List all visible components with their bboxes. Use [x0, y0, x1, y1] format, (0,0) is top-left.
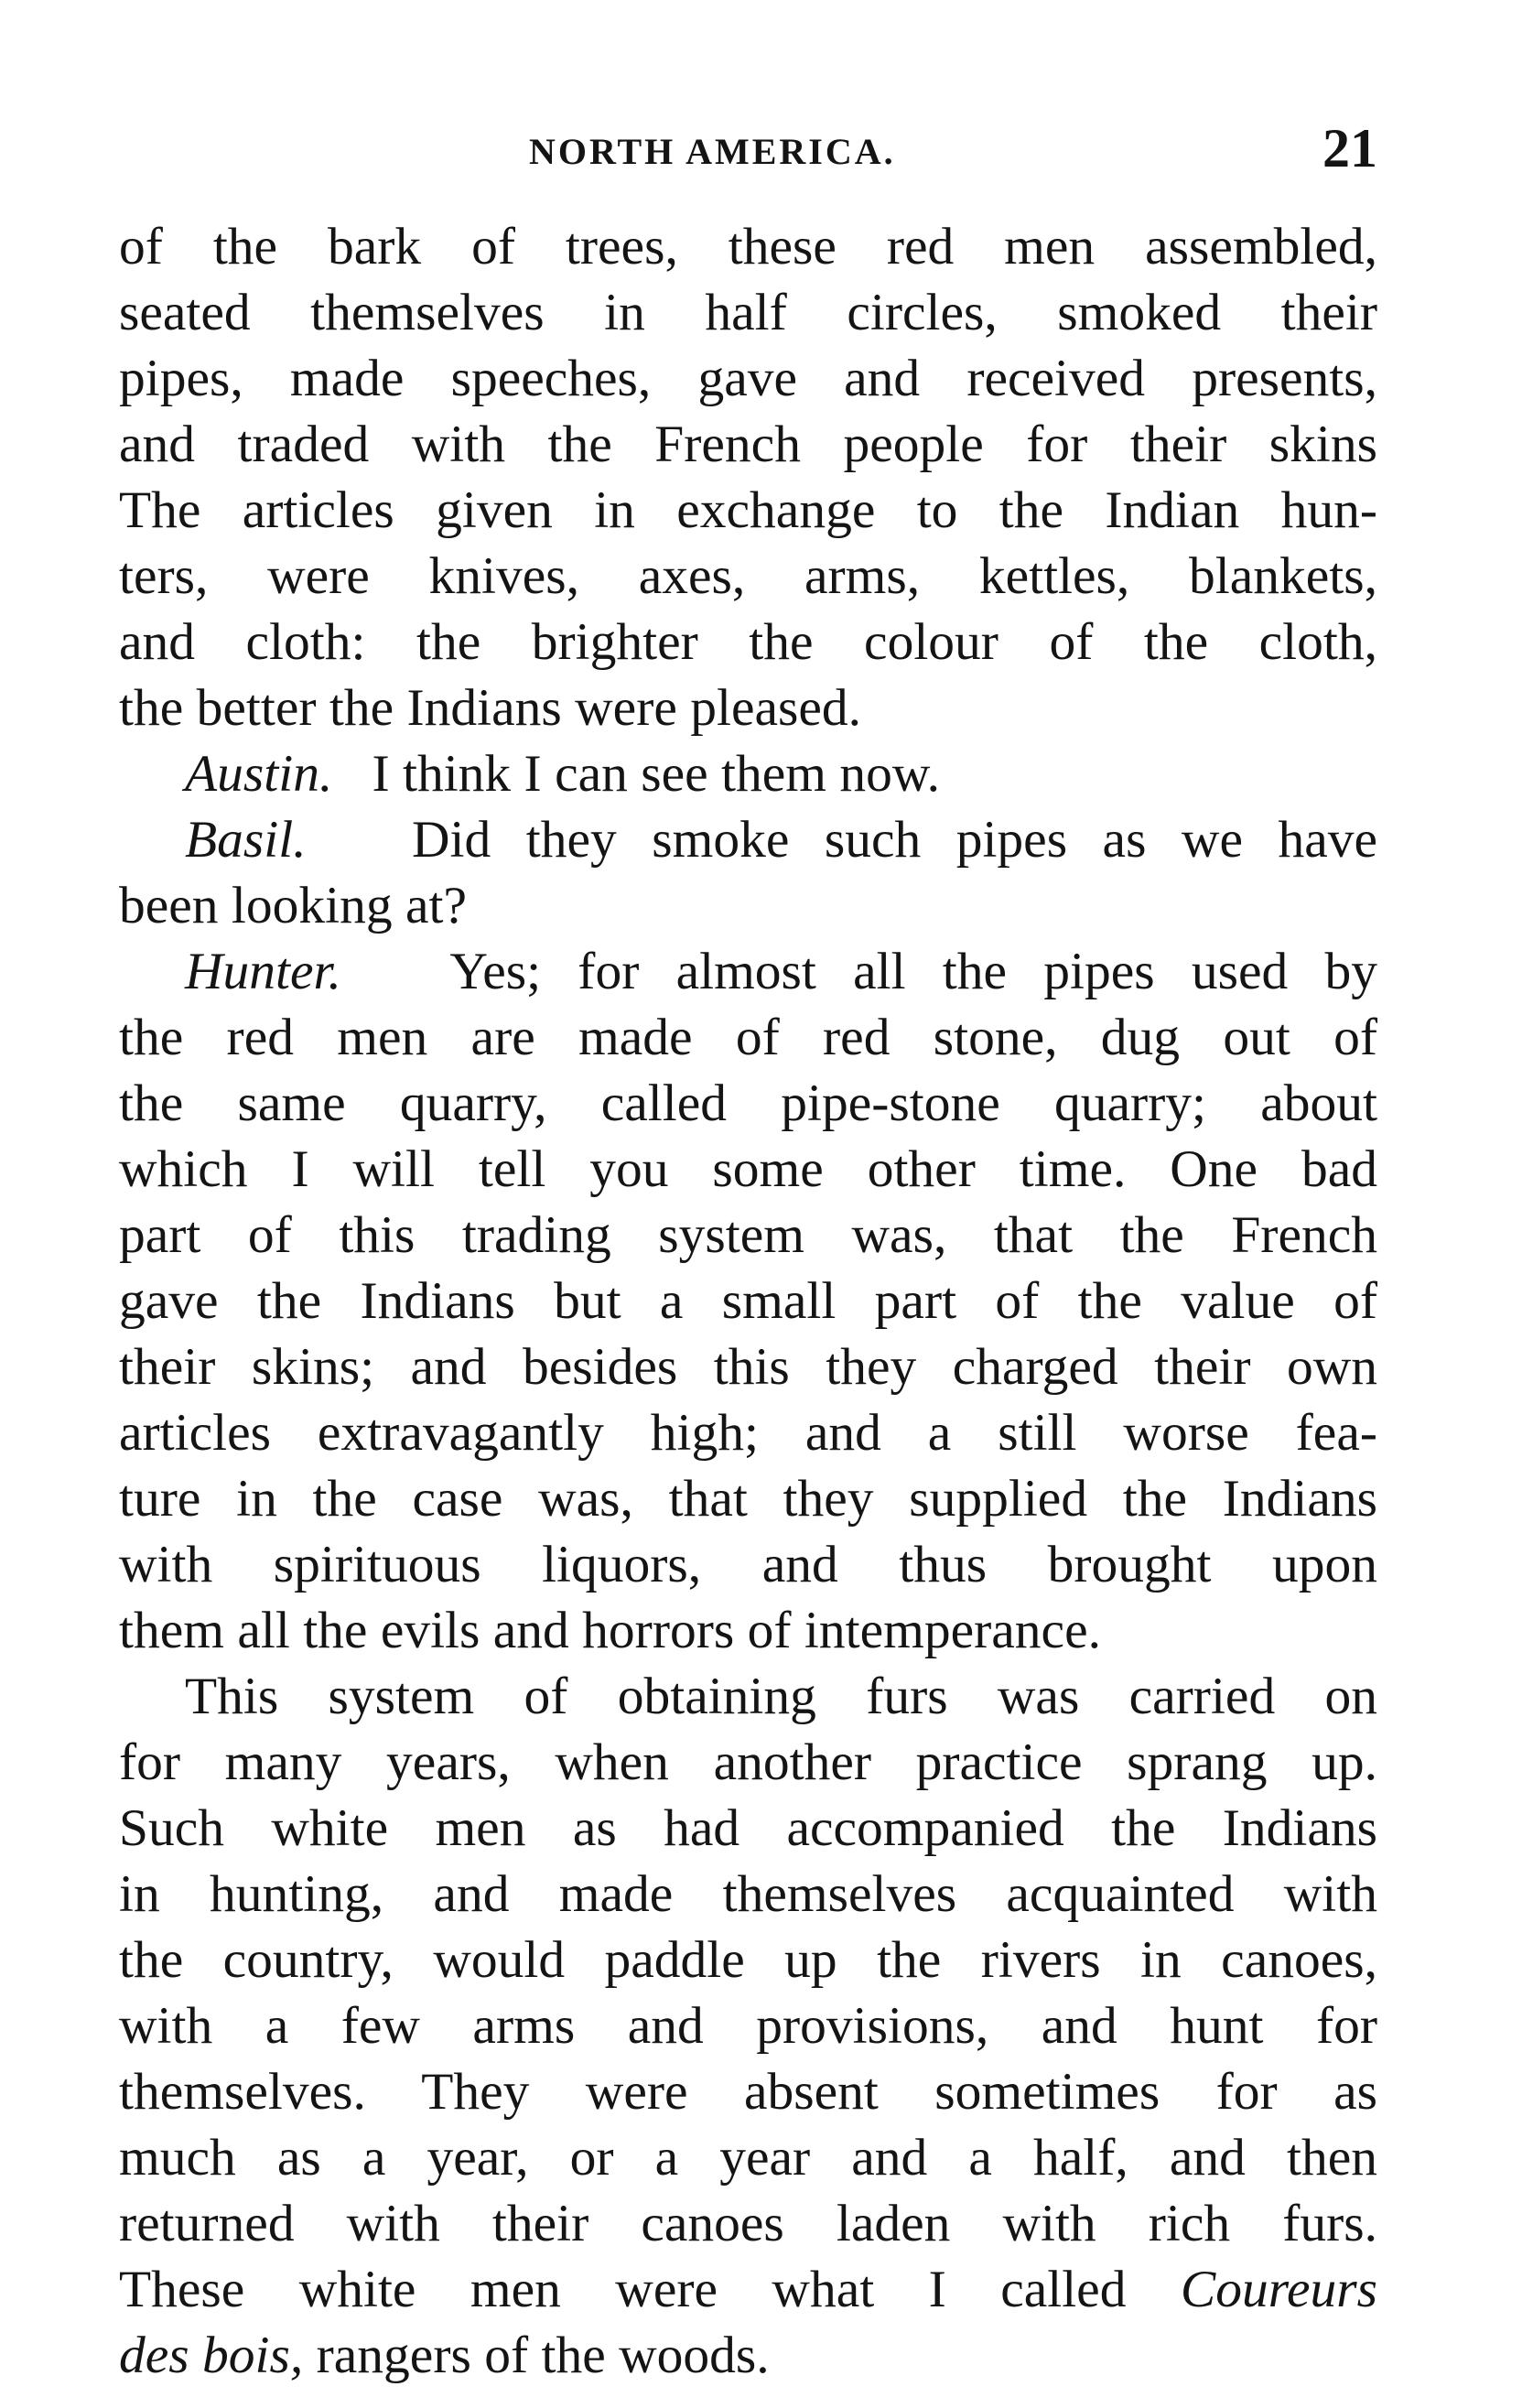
text-line: the country, would paddle up the rivers in canoes,: [119, 1931, 1377, 1989]
text-line: gave the Indians but a small part of the value of: [119, 1272, 1377, 1330]
dialogue-hunter: [119, 939, 1377, 1005]
text-line: much as a year, or a year and a half, and then: [119, 2129, 1377, 2187]
text-line: which I will tell you some other time. One bad: [119, 1140, 1377, 1198]
text-line: themselves. They were absent sometimes for as: [119, 2063, 1377, 2121]
text-line: part of this trading system was, that the French: [119, 1206, 1377, 1264]
speaker-name: Basil.: [185, 811, 307, 869]
text-line: Such white men as had accompanied the Indians: [119, 1799, 1377, 1857]
text-line: been looking at?: [119, 877, 468, 934]
text-line: with spirituous liquors, and thus brought upon: [119, 1536, 1377, 1593]
running-head: [119, 117, 1377, 181]
text-line: them all the evils and horrors of intemperance.: [119, 1602, 1101, 1659]
text-line: ture in the case was, that they supplied the Indians: [119, 1470, 1377, 1528]
text-line: of the bark of trees, these red men assembled,: [119, 218, 1377, 275]
text-line: their skins; and besides this they charged their own: [119, 1338, 1377, 1396]
text-line: This system of obtaining furs was carried on: [185, 1668, 1377, 1725]
text-line: the red men are made of red stone, dug out of: [119, 1009, 1377, 1066]
italic-term: des bois,: [119, 2327, 304, 2384]
speaker-name: Austin.: [185, 745, 333, 803]
text-line: returned with their canoes laden with rich furs.: [119, 2195, 1377, 2252]
dialogue-text: Did they smoke such pipes as we have: [412, 811, 1377, 869]
dialogue-basil: [119, 807, 1377, 873]
text-line: seated themselves in half circles, smoked their: [119, 284, 1377, 341]
text-line: The articles given in exchange to the Indian hun-: [119, 481, 1377, 539]
text-run: These white men were what I called: [119, 2261, 1127, 2318]
text-line: the better the Indians were pleased.: [119, 679, 862, 737]
body-text: [119, 214, 1377, 2389]
text-line: articles extravagantly high; and a still worse fea-: [119, 1404, 1377, 1462]
speaker-name: Hunter.: [185, 943, 341, 1000]
text-line-mixed: [119, 2257, 1377, 2323]
text-line: in hunting, and made themselves acquainted with: [119, 1865, 1377, 1923]
dialogue-austin: [119, 741, 1377, 807]
text-line: for many years, when another practice sprang up.: [119, 1733, 1377, 1791]
dialogue-text: Yes; for almost all the pipes used by: [449, 943, 1377, 1000]
text-line: pipes, made speeches, gave and received presents,: [119, 350, 1377, 407]
running-head-title: NORTH AMERICA.: [529, 131, 896, 172]
text-line-mixed: [119, 2323, 1377, 2389]
dialogue-text: I think I can see them now.: [372, 745, 941, 803]
italic-term: Coureurs: [1180, 2261, 1377, 2318]
text-line: ters, were knives, axes, arms, kettles, blankets,: [119, 547, 1377, 605]
text-line: and cloth: the brighter the colour of the cloth,: [119, 613, 1377, 671]
text-line: with a few arms and provisions, and hunt for: [119, 1997, 1377, 2055]
text-line: and traded with the French people for their skins: [119, 416, 1377, 473]
page-number: 21: [1322, 118, 1377, 178]
text-line: the same quarry, called pipe-stone quarry; about: [119, 1074, 1377, 1132]
text-run: rangers of the woods.: [316, 2327, 770, 2384]
